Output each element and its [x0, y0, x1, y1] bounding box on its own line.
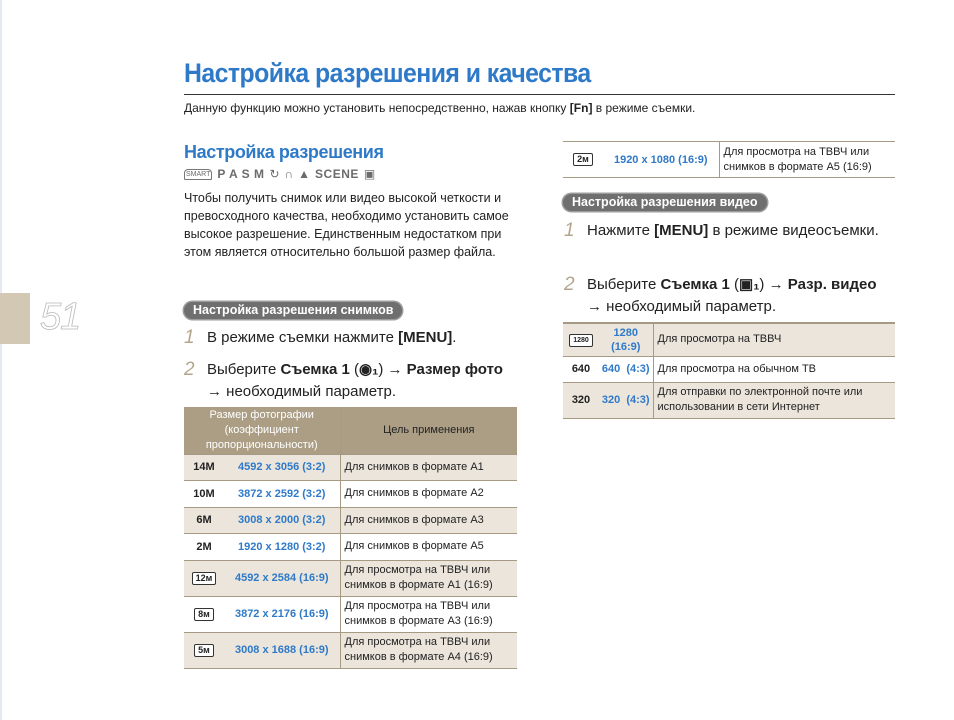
resolution: 1920 x 1280 (3:2) [224, 533, 340, 560]
resolution: 3008 x 1688 (16:9) [224, 632, 340, 668]
step-post: → необходимый параметр. [587, 298, 777, 315]
purpose: Для просмотра на ТВВЧ или снимков в формате A4 (16:9) [340, 632, 517, 668]
video-step-2 [564, 274, 887, 318]
photo-size-table-continued [563, 141, 895, 178]
menu-name: Съемка 1 [280, 361, 350, 378]
step-end: в режиме видеосъемки. [708, 222, 879, 239]
step-number: 2 [564, 274, 575, 295]
smart-auto-icon: SMART [186, 170, 211, 178]
arrow: ) → [378, 361, 407, 378]
paren: ( [729, 276, 740, 293]
purpose: Для снимков в формате A1 [340, 454, 517, 480]
table-row [184, 480, 517, 507]
purpose: Для отправки по электронной почте или использовании в сети Интернет [653, 382, 895, 418]
table-row [184, 507, 517, 533]
intro-before: Данную функцию можно установить непосредственно, нажав кнопку [184, 101, 570, 115]
step-text: Нажмите [587, 222, 655, 239]
purpose: Для просмотра на обычном ТВ [653, 356, 895, 382]
size-12m-icon: 12м [192, 572, 217, 585]
step-end: . [452, 329, 457, 346]
resolution-description: Чтобы получить снимок или видео высокой четкости и превосходного качества, необходимо установить самое высокое разрешение. Единственным недостатком при этом является относительно большой размер файла. [184, 191, 509, 259]
page-edge [0, 0, 2, 720]
resolution: 320 (4:3) [599, 382, 653, 418]
step-text: В режиме съемки нажмите [207, 329, 399, 346]
step-number: 2 [184, 359, 195, 380]
step-pre: Выберите [207, 361, 281, 378]
resolution: 3872 x 2176 (16:9) [224, 596, 340, 632]
page-tab [0, 293, 30, 344]
step-number: 1 [564, 220, 575, 241]
video-resolution-pill: Настройка разрешения видео [563, 194, 767, 211]
resolution: 4592 x 2584 (16:9) [224, 560, 340, 596]
size-code: 640 [563, 356, 599, 382]
menu-key: [MENU] [398, 329, 453, 346]
size-5m-icon: 5м [194, 644, 214, 657]
title-divider [184, 94, 895, 95]
resolution: 640 (4:3) [599, 356, 653, 382]
table-row [563, 323, 895, 356]
menu-name: Съемка 1 [660, 276, 730, 293]
beauty-icon: ▲ [298, 167, 311, 181]
purpose: Для снимков в формате A3 [340, 507, 517, 533]
panorama-icon: ∩ [284, 167, 294, 181]
size-1280-icon: 1280 [569, 334, 593, 347]
video-camera-icon: ▣₁ [739, 276, 760, 293]
section-title-resolution: Настройка разрешения [184, 142, 384, 162]
table-row [563, 142, 895, 178]
table-row [563, 356, 895, 382]
resolution: 1920 x 1080 (16:9) [603, 142, 719, 178]
photo-step-1 [184, 327, 507, 349]
dual-is-icon: ↻ [269, 167, 280, 181]
purpose: Для снимков в формате A2 [340, 480, 517, 507]
step-pre: Выберите [587, 276, 661, 293]
size-8m-icon: 8м [194, 608, 214, 621]
purpose: Для снимков в формате A5 [340, 533, 517, 560]
video-step-1 [564, 220, 887, 242]
purpose: Для просмотра на ТВВЧ [653, 323, 895, 356]
pasm-modes: P A S M [217, 167, 265, 181]
purpose: Для просмотра на ТВВЧ или снимков в формате A1 (16:9) [340, 560, 517, 596]
header-photo-size: Размер фотографии (коэффициент пропорциональности) [184, 407, 340, 454]
size-code: 6M [184, 507, 224, 533]
paren: ( [349, 361, 360, 378]
resolution: 3872 x 2592 (3:2) [224, 480, 340, 507]
size-code: 14M [184, 454, 224, 480]
photo-step-2 [184, 359, 517, 403]
table-row [184, 632, 517, 668]
resolution: 1280 (16:9) [599, 323, 653, 356]
table-row [184, 560, 517, 596]
menu-key: [MENU] [654, 222, 709, 239]
menu-item: Размер фото [406, 361, 503, 378]
table-row [184, 533, 517, 560]
size-2m-icon: 2м [573, 153, 593, 166]
intro-text [184, 101, 695, 115]
purpose: Для просмотра на ТВВЧ или снимков в формате A3 (16:9) [340, 596, 517, 632]
page-title: Настройка разрешения и качества [184, 58, 591, 88]
purpose: Для просмотра на ТВВЧ или снимков в формате A5 (16:9) [719, 142, 895, 178]
resolution: 3008 x 2000 (3:2) [224, 507, 340, 533]
header-purpose: Цель применения [340, 407, 517, 454]
step-number: 1 [184, 327, 195, 348]
page-number: 51 [40, 296, 81, 338]
arrow: ) → [759, 276, 788, 293]
resolution: 4592 x 3056 (3:2) [224, 454, 340, 480]
mode-icons [184, 167, 375, 181]
menu-item: Разр. видео [787, 276, 877, 293]
size-code: 2M [184, 533, 224, 560]
table-row [563, 382, 895, 418]
size-code: 320 [563, 382, 599, 418]
table-row [184, 454, 517, 480]
fn-key: [Fn] [569, 101, 593, 115]
table-row [184, 596, 517, 632]
photo-size-table [184, 407, 517, 669]
camera-icon: ◉₁ [359, 361, 379, 378]
photo-resolution-pill: Настройка разрешения снимков [184, 302, 402, 319]
movie-camera-icon: ▣ [363, 167, 376, 181]
scene-mode: SCENE [315, 167, 359, 181]
size-code: 10M [184, 480, 224, 507]
video-size-table [563, 322, 895, 419]
intro-after: в режиме съемки. [592, 101, 696, 115]
step-post: → необходимый параметр. [207, 383, 397, 400]
